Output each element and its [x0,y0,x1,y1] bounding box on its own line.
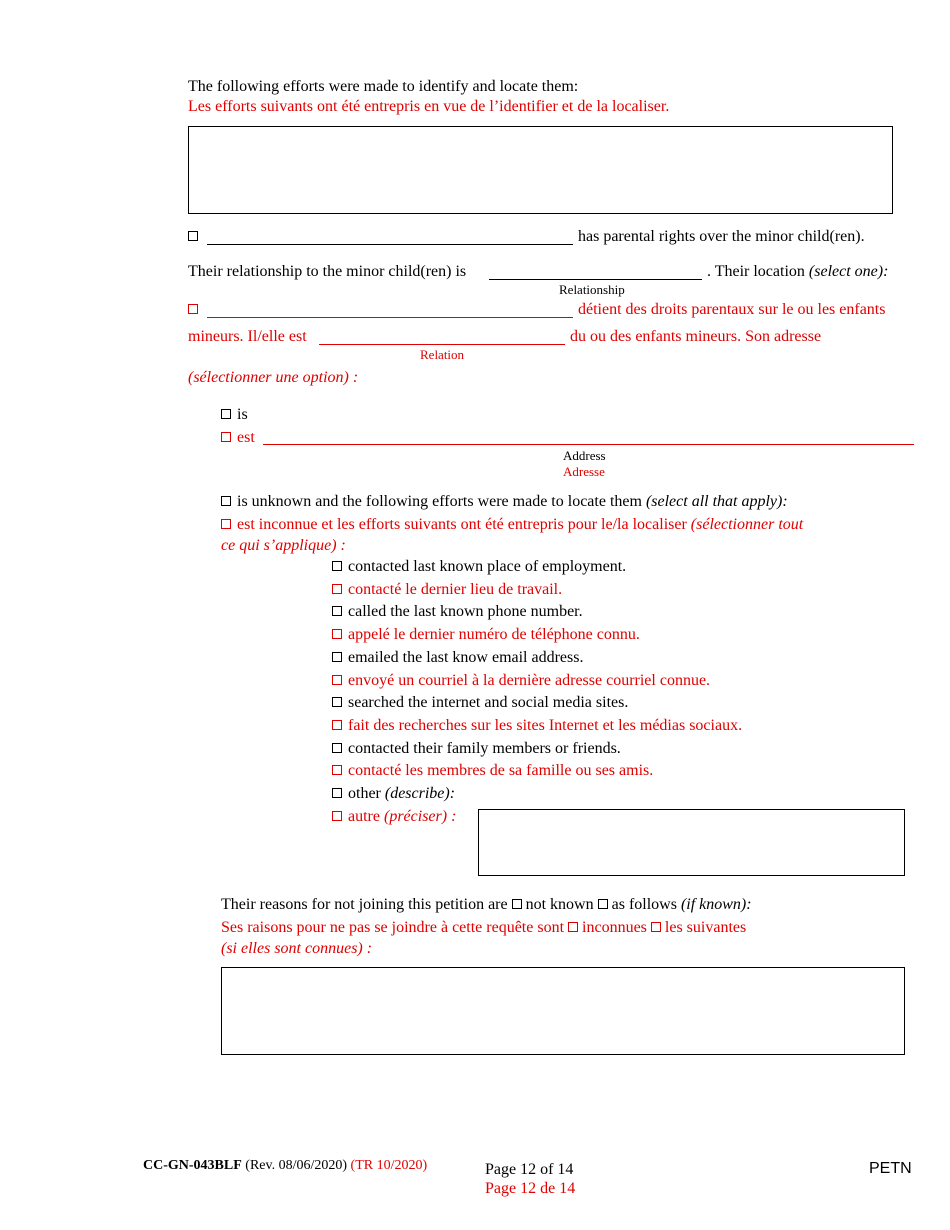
location-est-fr-row [221,430,255,446]
reasons-prefix-en: Their reasons for not joining this petition are [221,896,508,913]
other-label-fr: autre [348,808,380,825]
unknown-en-row [221,494,788,510]
page-number-en: Page 12 of 14 [485,1161,574,1178]
other-describe-en: (describe): [384,785,456,802]
effort-3-checkbox-fr[interactable] [332,720,342,730]
other-checkbox-en[interactable] [332,788,342,798]
location-label-en: . Their location [707,263,805,280]
unknown-label-fr: est inconnue et les efforts suivants ont été entrepris pour le/la localiser [237,516,687,533]
effort-4-fr [332,763,653,779]
parental-suffix-fr: détient des droits parentaux sur le ou les enfants [578,301,886,318]
effort-4-checkbox-en[interactable] [332,743,342,753]
relationship-caption-en: Relationship [559,282,625,297]
effort-3-label-en: searched the internet and social media sites. [348,694,629,711]
select-all-fr-2: ce qui s’applique) : [221,537,346,554]
effort-2-checkbox-fr[interactable] [332,675,342,685]
effort-0-label-fr: contacté le dernier lieu de travail. [348,581,563,598]
unknown-reasons-label-fr: inconnues [582,919,647,936]
effort-0-checkbox-fr[interactable] [332,584,342,594]
as-follows-checkbox-en[interactable] [598,899,608,909]
relationship-line-fr[interactable] [319,344,565,345]
parental-checkbox-en[interactable] [188,231,198,241]
if-known-fr: (si elles sont connues) : [221,940,373,957]
other-checkbox-fr[interactable] [332,811,342,821]
unknown-checkbox-en[interactable] [221,496,231,506]
address-caption-en: Address [563,448,606,463]
reasons-fr-row [221,920,746,936]
page-number-fr: Page 12 de 14 [485,1180,576,1197]
other-label-en: other [348,785,381,802]
select-all-en: (select all that apply): [645,493,788,510]
effort-1-checkbox-fr[interactable] [332,629,342,639]
effort-1-fr [332,627,640,643]
unknown-fr-row [221,517,803,533]
effort-0-en [332,559,626,575]
effort-2-label-en: emailed the last know email address. [348,649,584,666]
effort-1-label-en: called the last known phone number. [348,603,583,620]
location-est-label-fr: est [237,429,255,446]
effort-3-label-fr: fait des recherches sur les sites Internet et les médias sociaux. [348,717,743,734]
effort-3-fr [332,718,742,734]
as-follows-label-en: as follows [611,896,677,913]
effort-3-en [332,695,628,711]
parental-suffix-en: has parental rights over the minor child(ren). [578,228,865,245]
parental-row-fr [188,302,204,318]
footer-form-id [143,1159,427,1173]
effort-0-fr [332,582,562,598]
effort-2-fr [332,673,710,689]
intro-fr: Les efforts suivants ont été entrepris en vue de l’identifier et de la localiser. [188,98,670,115]
parental-row-en [188,229,204,245]
form-code: CC-GN-043BLF [143,1158,242,1173]
location-is-en-row [221,407,248,423]
unknown-checkbox-fr[interactable] [221,519,231,529]
address-line[interactable] [263,444,914,445]
reasons-prefix-fr: Ses raisons pour ne pas se joindre à cette requête sont [221,919,565,936]
following-checkbox-fr[interactable] [651,922,661,932]
fr-line2-prefix: mineurs. Il/elle est [188,328,307,345]
effort-1-checkbox-en[interactable] [332,606,342,616]
unknown-reasons-checkbox-fr[interactable] [568,922,578,932]
not-known-label-en: not known [525,896,594,913]
relationship-suffix-en [707,264,888,280]
reasons-textbox[interactable] [221,967,905,1055]
form-translation-rev: (TR 10/2020) [350,1158,428,1173]
location-is-label-en: is [237,406,248,423]
effort-2-checkbox-en[interactable] [332,652,342,662]
following-label-fr: les suivantes [664,919,747,936]
other-describe-textbox[interactable] [478,809,905,876]
location-est-checkbox-fr[interactable] [221,432,231,442]
other-describe-fr: (préciser) : [383,808,457,825]
relationship-prefix-en: Their relationship to the minor child(ren) is [188,263,467,280]
effort-2-label-fr: envoyé un courriel à la dernière adresse courriel connue. [348,672,711,689]
effort-1-label-fr: appelé le dernier numéro de téléphone connu. [348,626,640,643]
unknown-label-en: is unknown and the following efforts were made to locate them [237,493,642,510]
effort-4-en [332,741,621,757]
location-is-checkbox-en[interactable] [221,409,231,419]
effort-4-label-en: contacted their family members or friends. [348,740,621,757]
effort-0-label-en: contacted last known place of employment. [348,558,627,575]
document-type: PETN [869,1160,912,1177]
relationship-line-en[interactable] [489,279,702,280]
other-en [332,786,455,802]
if-known-en: (if known): [680,896,752,913]
parental-name-line-fr[interactable] [207,317,573,318]
relationship-caption-fr: Relation [420,347,465,362]
parental-name-line-en[interactable] [207,244,573,245]
effort-3-checkbox-en[interactable] [332,697,342,707]
select-one-en: (select one): [808,263,889,280]
other-fr [332,809,456,825]
effort-2-en [332,650,583,666]
select-one-fr: (sélectionner une option) : [188,369,359,386]
address-caption-fr: Adresse [563,464,605,479]
parental-checkbox-fr[interactable] [188,304,198,314]
effort-1-en [332,604,583,620]
not-known-checkbox-en[interactable] [512,899,522,909]
effort-0-checkbox-en[interactable] [332,561,342,571]
fr-line2-suffix: du ou des enfants mineurs. Son adresse [570,328,822,345]
form-revision: (Rev. 08/06/2020) [245,1158,348,1173]
select-all-fr-1: (sélectionner tout [690,516,804,533]
efforts-identify-textbox[interactable] [188,126,893,214]
reasons-en-row [221,897,752,913]
effort-4-checkbox-fr[interactable] [332,765,342,775]
intro-en: The following efforts were made to identify and locate them: [188,78,579,95]
effort-4-label-fr: contacté les membres de sa famille ou ses amis. [348,762,654,779]
